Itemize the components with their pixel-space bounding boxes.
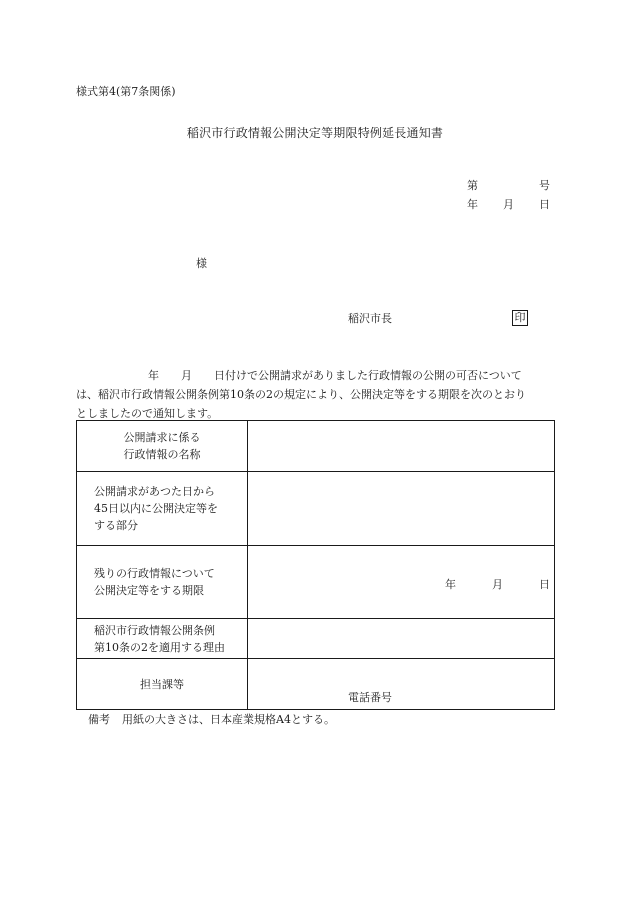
remark-label: 備考 (88, 713, 110, 726)
body-line-1 (76, 366, 556, 385)
info-table (76, 420, 555, 710)
deadline-date-field[interactable] (248, 546, 555, 619)
phone-label: 電話番号 (348, 691, 392, 704)
row-label-info-name (77, 421, 248, 472)
label-line: 公開請求があつた日から (94, 485, 215, 498)
table-row (77, 659, 555, 710)
partial-decision-field[interactable] (248, 472, 555, 546)
label-line: 第10条の2を適用する理由 (94, 640, 225, 654)
deadline-month-label: 月 (492, 578, 503, 591)
label-line: 45日以内に公開決定等を (94, 502, 218, 515)
label-line: 公開請求に係る (123, 431, 201, 444)
label-line: する部分 (94, 519, 138, 532)
body-month-label: 月 (181, 369, 192, 382)
body-paragraph (76, 366, 556, 423)
table-row (77, 421, 555, 472)
deadline-year-label: 年 (445, 578, 456, 591)
row-label-remaining-deadline (77, 546, 248, 619)
sender-name: 稲沢市長 (348, 312, 392, 325)
row-label-department (77, 659, 248, 710)
document-title: 稲沢市行政情報公開決定等期限特例延長通知書 (186, 126, 444, 140)
department-field[interactable] (248, 659, 555, 710)
info-name-field[interactable] (248, 421, 555, 472)
date-year-label: 年 (467, 198, 478, 211)
label-line: 行政情報の名称 (123, 448, 201, 461)
body-year-label: 年 (148, 369, 159, 382)
label-line: 残りの行政情報について (94, 567, 215, 580)
remark (88, 714, 335, 725)
seal-mark: 印 (512, 310, 528, 326)
table-row (77, 472, 555, 546)
table-row (77, 546, 555, 619)
body-line-3: としましたので通知します。 (76, 407, 219, 420)
label-line: 稲沢市行政情報公開条例 (94, 623, 215, 637)
label-line: 公開決定等をする期限 (94, 584, 204, 597)
date-day-label: 日 (539, 198, 550, 211)
form-label: 様式第4(第7条関係) (76, 85, 176, 98)
row-label-partial-decision (77, 472, 248, 546)
label-line: 担当課等 (140, 677, 184, 691)
body-line-1-text: 日付けで公開請求がありました行政情報の公開の可否について (214, 369, 522, 382)
addressee-honorific: 様 (196, 257, 207, 270)
reason-field[interactable] (248, 619, 555, 659)
table-row (77, 619, 555, 659)
remark-text: 用紙の大きさは、日本産業規格A4とする。 (122, 713, 335, 726)
date-month-label: 月 (503, 198, 514, 211)
number-prefix: 第 (467, 179, 478, 192)
number-suffix: 号 (539, 179, 550, 192)
body-line-2: は、稲沢市行政情報公開条例第10条の2の規定により、公開決定等をする期限を次のとおり (76, 388, 526, 401)
deadline-day-label: 日 (539, 578, 550, 591)
row-label-reason (77, 619, 248, 659)
